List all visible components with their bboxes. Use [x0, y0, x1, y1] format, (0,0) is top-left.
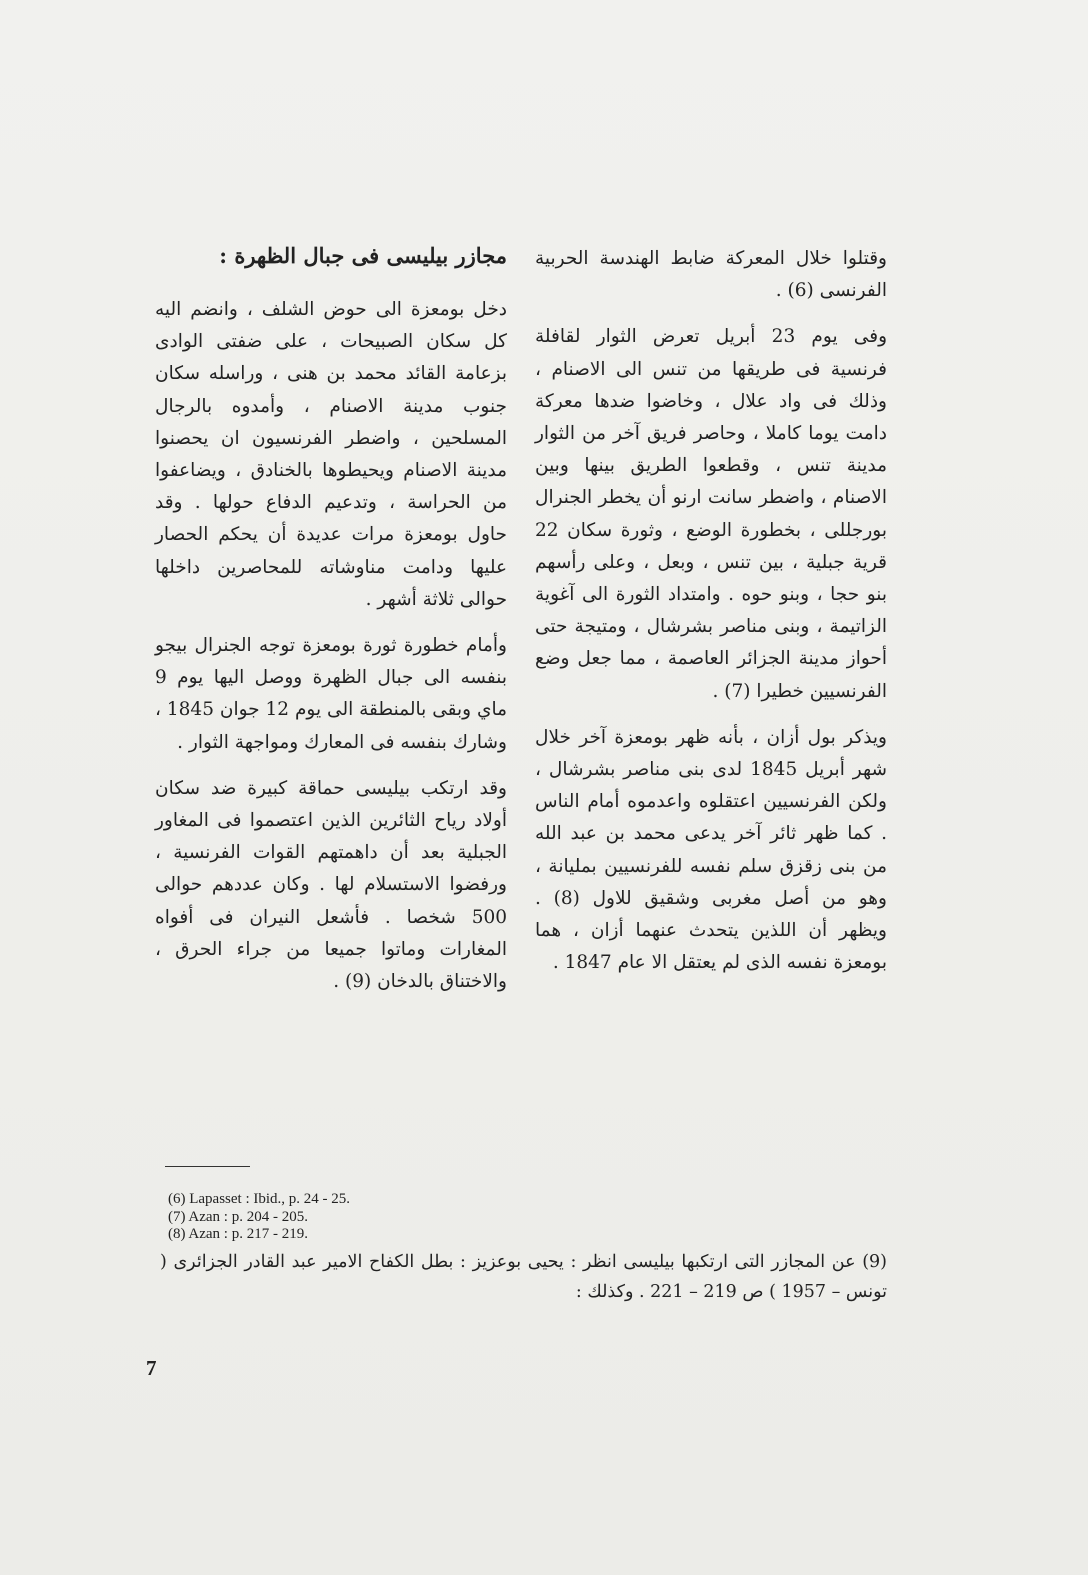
footnote-6: (6) Lapasset : Ibid., p. 24 - 25.	[168, 1191, 351, 1207]
right-paragraph-3: ويذكر بول أزان ، بأنه ظهر بومعزة آخر خلال شهر أبريل 1845 لدى بنى مناصر بشرشال ، ولكن الفرنسيين اعتقلوه واعدموه أمام الناس . كما ظهر ثائر آخر يدعى محمد بن عبد الله من بنى زقزق سلم نفسه للفرنسيين بمليانة ، وهو من أصل مغربى وشقيق للاول (8) . ويظهر أن اللذين يتحدث عنهما أزان ، هما بومعزة نفسه الذى لم يعتقل الا عام 1847 .	[535, 726, 888, 974]
left-paragraph-3: وقد ارتكب بيليسى حماقة كبيرة ضد سكان أولاد رياح الثائرين الذين اعتصموا فى المغاور الجبلية بعد أن داهمتهم القوات الفرنسية ، ورفضوا الاستسلام لها . وكان عددهم حوالى 500 شخصا . فأشعل النيران فى أفواه المغارات وماتوا جميعا من جراء الحرق ، والاختناق بالدخان (9) .	[155, 777, 507, 993]
footnote-9: (9) عن المجازر التى ارتكبها بيليسى انظر : يحيى بوعزيز : بطل الكفاح الامير عبد القادر الجزائرى ( تونس – 1957 ) ص 219 – 221 . وكذلك :	[160, 1252, 887, 1302]
right-paragraph-2: وفى يوم 23 أبريل تعرض الثوار لقافلة فرنسية فى طريقها من تنس الى الاصنام ، وذلك فى واد علال ، وخاضوا ضدها معركة دامت يوما كاملا ، وحاصر فريق آخر من الثوار مدينة تنس ، وقطعوا الطريق بينها وبين الاصنام ، واضطر سانت ارنو أن يخطر الجنرال بورجللى ، بخطورة الوضع ، وثورة سكان 22 قرية جبلية ، بين تنس ، وبعل ، وعلى رأسهم بنو حجا ، وبنو حوه . وامتداد الثورة الى آغوية الزاتيمة ، وبنى مناصر بشرشال ، ومتيجة حتى أحواز مدينة الجزائر العاصمة ، مما جعل وضع الفرنسيين خطيرا (7) .	[535, 326, 887, 702]
section-heading: مجازر بيليسى فى جبال الظهرة :	[219, 243, 507, 268]
footnotes-latin	[168, 1191, 350, 1244]
left-paragraph-1: دخل بومعزة الى حوض الشلف ، وانضم اليه كل سكان الصبيحات ، على ضفتى الوادى بزعامة القائد محمد بن هنى ، وراسله سكان جنوب مدينة الاصنام ، وأمدوه بالرجال المسلحين ، واضطر الفرنسيون ان يحصنوا مدينة الاصنام ويحيطوها بالخنادق ، ويضاعفوا من الحراسة ، وتدعيم الدفاع حولها . وقد حاول بومعزة مرات عديدة أن يحكم الحصار عليها ودامت مناوشاته للمحاصرين داخلها حوالى ثلاثة أشهر .	[155, 299, 507, 610]
footnote-8: (8) Azan : p. 217 - 219.	[168, 1226, 308, 1242]
footnote-7: (7) Azan : p. 204 - 205.	[168, 1208, 308, 1225]
left-text-column	[155, 240, 507, 998]
left-paragraph-2: وأمام خطورة ثورة بومعزة توجه الجنرال بيجو بنفسه الى جبال الظهرة ووصل اليها يوم 9 ماي وبقى بالمنطقة الى يوم 12 جوان 1845 ، وشارك بنفسه فى المعارك ومواجهة الثوار .	[155, 635, 507, 753]
right-paragraph-1: وقتلوا خلال المعركة ضابط الهندسة الحربية الفرنسى (6) .	[535, 248, 887, 302]
right-text-column	[535, 243, 887, 979]
page-number: 7	[146, 1356, 157, 1380]
footnote-divider	[165, 1166, 250, 1167]
